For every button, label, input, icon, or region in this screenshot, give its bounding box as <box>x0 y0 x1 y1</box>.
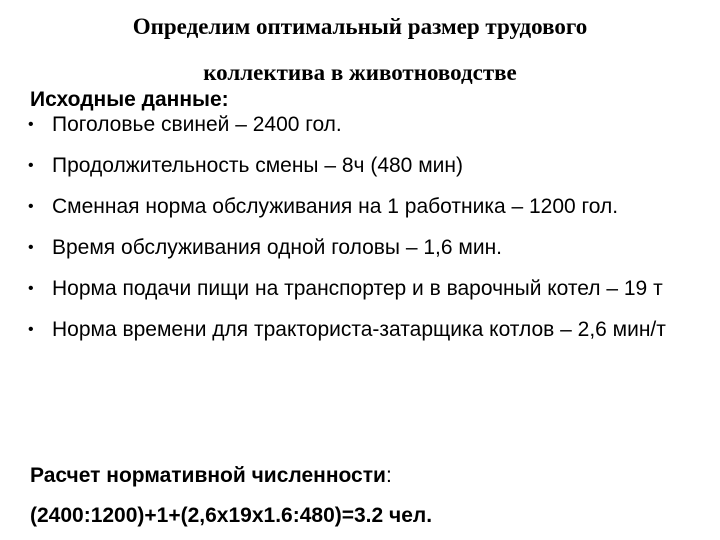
list-item <box>28 276 714 302</box>
list-item-text: Время обслуживания одной головы – 1,6 мин. <box>52 236 503 259</box>
list-item <box>28 153 714 179</box>
calculation-heading-colon: : <box>385 464 392 487</box>
bullet-icon: • <box>28 198 34 215</box>
source-data-heading: Исходные данные: <box>30 88 229 111</box>
list-item-text: Норма подачи пищи на транспортер и в варочный котел – 19 т <box>52 277 663 300</box>
list-item-text: Сменная норма обслуживания на 1 работника – 1200 гол. <box>52 195 619 218</box>
list-item <box>28 317 714 343</box>
bullet-icon: • <box>28 157 34 174</box>
slide-title-line-2: коллектива в животноводстве <box>203 60 517 85</box>
bullet-icon: • <box>28 280 34 297</box>
bullet-icon: • <box>28 239 34 256</box>
calculation-heading-label: Расчет нормативной численности <box>30 464 386 487</box>
slide-title <box>0 4 720 96</box>
list-item-text: Поголовье свиней – 2400 гол. <box>52 113 342 136</box>
list-item <box>28 194 714 220</box>
calculation-formula: (2400:1200)+1+(2,6х19х1.6:480)=3.2 чел. <box>30 504 433 527</box>
bullet-icon: • <box>28 116 34 133</box>
calculation-heading <box>30 464 392 488</box>
list-item-text: Норма времени для тракториста-затарщика котлов – 2,6 мин/т <box>52 318 666 341</box>
list-item <box>28 112 714 138</box>
slide-title-line-1: Определим оптимальный размер трудового <box>132 14 588 39</box>
list-item-text: Продолжительность смены – 8ч (480 мин) <box>52 154 463 177</box>
bullet-icon: • <box>28 321 34 338</box>
source-data-list <box>28 112 714 358</box>
list-item <box>28 235 714 261</box>
